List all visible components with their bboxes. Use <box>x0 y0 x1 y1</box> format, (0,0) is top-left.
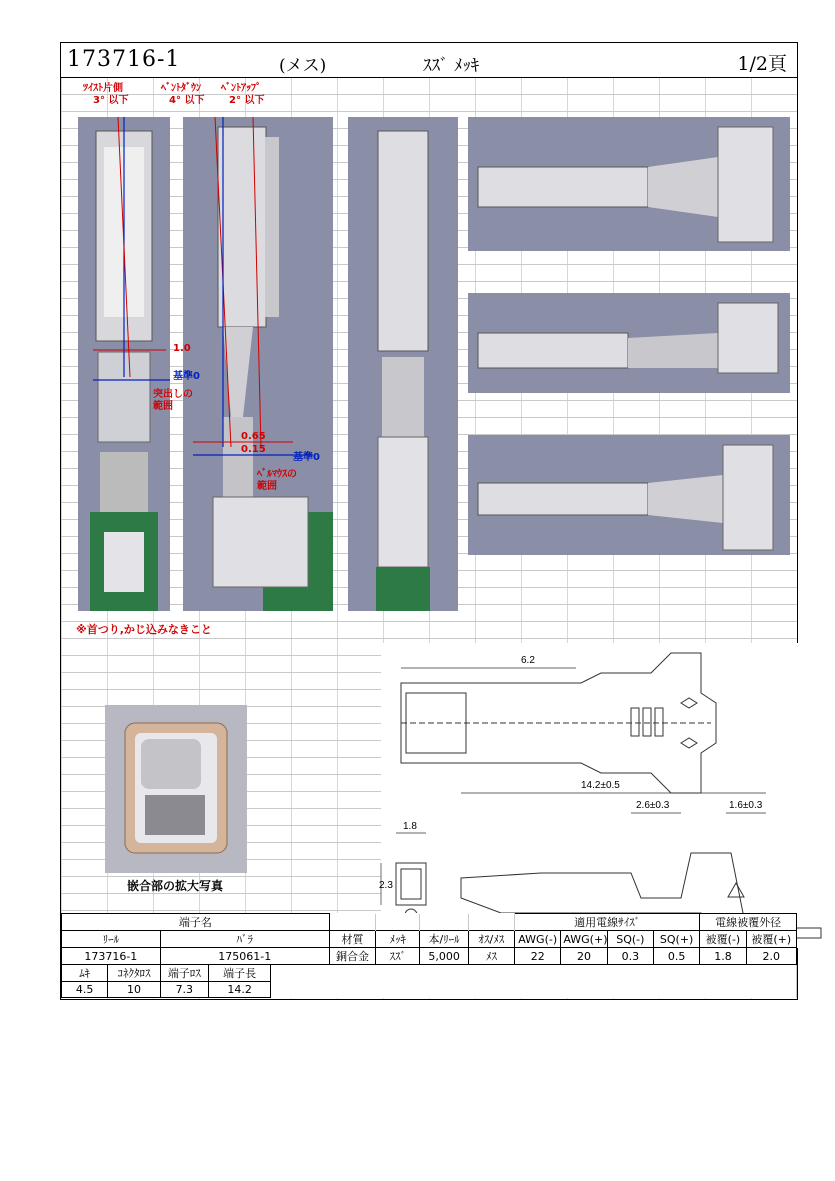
table-row <box>62 965 797 982</box>
spec-table <box>61 913 797 998</box>
dimension-2-6: 2.6±0.3 <box>636 800 670 811</box>
title-bar <box>61 43 797 78</box>
photo-horizontal-side <box>468 293 790 393</box>
reference-zero-b: 基準0 <box>293 452 320 463</box>
photo-horizontal-top <box>468 117 790 251</box>
insulation-od-heading: 電線被覆外径 <box>700 914 797 931</box>
value-strip: 4.5 <box>62 982 108 998</box>
value-connector-loss: 10 <box>108 982 160 998</box>
dimension-6-2: 6.2 <box>521 655 535 666</box>
photo-front-view <box>78 117 170 611</box>
header-loose: ﾊﾞﾗ <box>160 931 329 948</box>
value-awg-min: 22 <box>515 948 561 965</box>
value-sq-min: 0.3 <box>607 948 653 965</box>
header-sq-min: SQ(-) <box>607 931 653 948</box>
value-material: 銅合金 <box>329 948 375 965</box>
bend-up-label: ﾍﾞﾝﾄｱｯﾌﾟ 2° 以下 <box>221 83 265 106</box>
value-insulation-min: 1.8 <box>700 948 746 965</box>
drawing-sheet <box>60 42 798 1000</box>
table-row <box>62 982 797 998</box>
header-sq-max: SQ(+) <box>653 931 699 948</box>
twist-label: ﾂｲｽﾄ片側 3° 以下 <box>83 83 129 106</box>
photo-horizontal-bottom <box>468 435 790 555</box>
value-gender: ﾒｽ <box>468 948 514 965</box>
inspection-note: ※首つり,かじ込みなきこと <box>76 623 212 636</box>
dimension-total-length: 14.2±0.5 <box>581 780 620 791</box>
header-reel: ﾘｰﾙ <box>62 931 161 948</box>
part-number: 173716-1 <box>67 47 181 72</box>
header-connector-loss: ｺﾈｸﾀﾛｽ <box>108 965 160 982</box>
reference-zero-a: 基準0 <box>173 371 200 382</box>
zoom-caption: 嵌合部の拡大写真 <box>127 879 224 893</box>
value-awg-max: 20 <box>561 948 607 965</box>
terminal-name-heading: 端子名 <box>62 914 330 931</box>
dimension-1-8: 1.8 <box>403 821 417 832</box>
gender-label: (メス) <box>279 56 327 76</box>
table-row <box>62 948 797 965</box>
header-awg-max: AWG(+) <box>561 931 607 948</box>
value-loose: 175061-1 <box>160 948 329 965</box>
header-gender: ｵｽ/ﾒｽ <box>468 931 514 948</box>
dimension-1-6: 1.6±0.3 <box>729 800 763 811</box>
page-number: 1/2頁 <box>737 53 787 75</box>
value-terminal-loss: 7.3 <box>160 982 208 998</box>
plating-label: ｽｽﾞ ﾒｯｷ <box>423 56 480 76</box>
table-row <box>62 914 797 931</box>
value-qty: 5,000 <box>420 948 468 965</box>
protrusion-dimension: 1.0 <box>173 343 191 354</box>
header-terminal-loss: 端子ﾛｽ <box>160 965 208 982</box>
photo-top-view <box>348 117 458 611</box>
value-terminal-length: 14.2 <box>208 982 270 998</box>
header-insulation-min: 被覆(-) <box>700 931 746 948</box>
header-awg-min: AWG(-) <box>515 931 561 948</box>
technical-drawing <box>381 643 831 948</box>
value-sq-max: 0.5 <box>653 948 699 965</box>
header-plating: ﾒｯｷ <box>376 931 420 948</box>
bend-down-label: ﾍﾞﾝﾄﾀﾞｳﾝ 4° 以下 <box>161 83 205 106</box>
header-qty: 本/ﾘｰﾙ <box>420 931 468 948</box>
dimension-015: 0.15 <box>241 444 266 455</box>
protrusion-range: 突出しの 範囲 <box>153 389 193 412</box>
header-strip: ﾑｷ <box>62 965 108 982</box>
dimension-065: 0.65 <box>241 431 266 442</box>
value-insulation-max: 2.0 <box>746 948 796 965</box>
table-row <box>62 931 797 948</box>
header-material: 材質 <box>329 931 375 948</box>
header-insulation-max: 被覆(+) <box>746 931 796 948</box>
dimension-2-3: 2.3 <box>379 880 393 891</box>
photo-side-view <box>183 117 333 611</box>
bellmouth-range: ﾍﾞﾙﾏｳｽの 範囲 <box>257 469 297 492</box>
value-reel: 173716-1 <box>62 948 161 965</box>
photo-mating-zoom <box>105 705 247 873</box>
header-terminal-length: 端子長 <box>208 965 270 982</box>
value-plating: ｽｽﾞ <box>376 948 420 965</box>
applicable-wire-heading: 適用電線ｻｲｽﾞ <box>515 914 700 931</box>
